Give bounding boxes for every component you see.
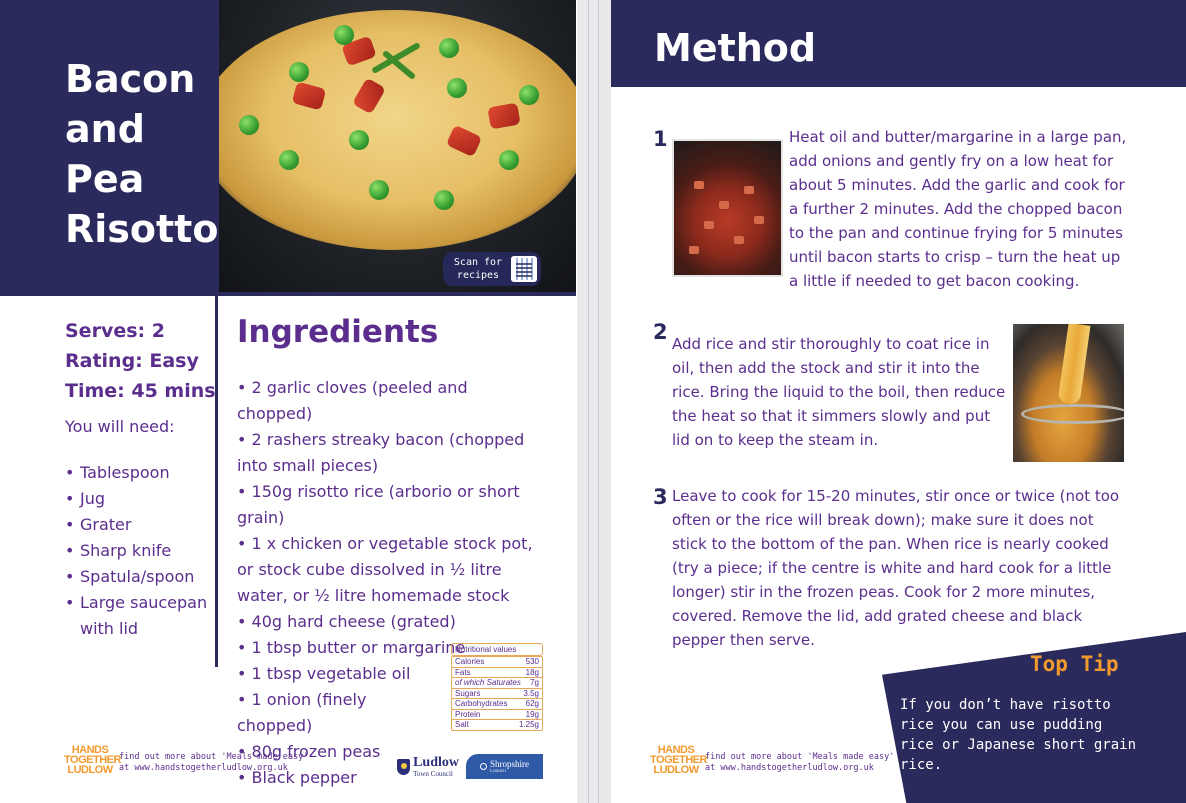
step-text: Heat oil and butter/margarine in a large pan, add onions and gently fry on a low heat for about 5 minutes. Add the garlic and cook for a further 2 minutes. Add the chopped bacon to the pan and continue frying for 5 minutes until bacon starts to crisp – turn the heat up a little if needed to get bacon cooking. [789, 128, 1127, 290]
nutrient-label: Sugars [455, 688, 481, 698]
equipment-label: You will need: [65, 417, 175, 436]
pea [499, 150, 519, 170]
list-item: • Jug [65, 486, 215, 512]
method-banner [611, 0, 1186, 87]
step-number: 2 [653, 320, 668, 344]
nutrient-value: 62g [525, 699, 539, 708]
pea [334, 25, 354, 45]
nutrition-table [451, 643, 543, 731]
list-item: • Grater [65, 512, 215, 538]
ludlow-name: Ludlow [413, 755, 459, 770]
logo-line: HANDS [657, 744, 695, 756]
nutrient-value: 7g [530, 678, 539, 687]
page-gutter [598, 0, 599, 803]
shropshire-council-logo [466, 754, 543, 779]
footer-info [119, 752, 308, 774]
step-text: Add rice and stir thoroughly to coat rice in oil, then add the stock and stir it into the rice. Bring the liquid to the boil, then reduce the heat so that it simmers slowly and put lid on to keep the steam in. [672, 335, 1006, 449]
table-row [451, 677, 543, 689]
method-title: Method [654, 26, 817, 70]
list-item: • 2 garlic cloves (peeled and chopped) [237, 375, 547, 427]
footer-info [705, 752, 894, 774]
step-number: 1 [653, 127, 668, 151]
qr-code-icon[interactable] [511, 256, 537, 282]
method-page [611, 0, 1186, 803]
list-item: • 2 rashers streaky bacon (chopped into small pieces) [237, 427, 547, 479]
page-gutter [588, 0, 589, 803]
list-item: • Sharp knife [65, 538, 215, 564]
hands-together-logo [64, 744, 121, 776]
pea [439, 38, 459, 58]
recipe-page [0, 0, 577, 803]
ingredients-heading: Ingredients [237, 314, 439, 350]
top-tip-title: Top Tip [1030, 652, 1119, 676]
footer-link[interactable]: at www.handstogetherludlow.org.uk [705, 763, 874, 773]
list-item: • 1 tbsp butter or margarine [237, 635, 547, 661]
list-item: • 80g frozen peas [237, 739, 442, 765]
logo-line: TOGETHER [650, 754, 707, 766]
list-item: • 1 x chicken or vegetable stock pot, or stock cube dissolved in ½ litre water, or ½ litre homemade stock [237, 531, 547, 609]
pea [349, 130, 369, 150]
nutrient-value: 1.25g [518, 720, 539, 729]
equipment-list [65, 460, 215, 642]
step-number: 3 [653, 485, 668, 509]
recipe-title: Bacon and Pea Risotto [65, 57, 219, 251]
nutrient-label: Carbohydrates [455, 699, 508, 708]
list-item: • 1 onion (finely chopped) [237, 687, 442, 739]
pea [519, 85, 539, 105]
list-item: • Spatula/spoon [65, 564, 215, 590]
ludlow-sub: Town Council [413, 770, 453, 778]
ludlow-council-logo [397, 755, 459, 779]
pea [239, 115, 259, 135]
shropshire-name: Shropshire [490, 758, 529, 769]
risotto-bowl [219, 10, 576, 250]
nutrient-value: 3.5g [523, 688, 539, 698]
logo-line: HANDS [71, 744, 109, 756]
list-item: • 1 tbsp vegetable oil [237, 661, 442, 687]
list-item: • Black pepper [237, 765, 442, 791]
top-tip-text: If you don’t have risotto rice you can use pudding rice or Japanese short grain rice. [900, 697, 1137, 773]
list-item: • 150g risotto rice (arborio or short grain) [237, 479, 547, 531]
footer-line: find out more about 'Meals made easy' [119, 752, 309, 762]
logo-line: LUDLOW [67, 764, 113, 776]
nutrition-heading: Nutritional values [451, 643, 543, 656]
nutrient-value: 19g [525, 709, 539, 719]
logo-line: LUDLOW [653, 764, 699, 776]
nutrient-value: 530 [525, 657, 539, 666]
pea [289, 62, 309, 82]
nutrient-label: of which Saturates [455, 678, 521, 687]
footer-line: find out more about 'Meals made easy' [705, 752, 895, 762]
pea [434, 190, 454, 210]
frying-bacon-photo [672, 139, 783, 277]
list-item: • 40g hard cheese (grated) [237, 609, 547, 635]
title-panel [0, 0, 219, 296]
nutrient-value: 18g [525, 667, 539, 677]
footer-link[interactable]: at www.handstogetherludlow.org.uk [119, 763, 288, 773]
table-row [451, 719, 543, 731]
step-text: Leave to cook for 15-20 minutes, stir once or twice (not too often or the rice will break down); make sure it does not stick to the bottom of the pan. When rice is nearly cooked (try a piece; if the centre is white and hard cook for a little longer) stir in the frozen peas. Cook for 2 more minutes, covered. Remove the lid, add grated cheese and black pepper then serve. [672, 487, 1120, 649]
pea [279, 150, 299, 170]
qr-badge[interactable] [443, 252, 541, 286]
logo-line: TOGETHER [64, 754, 121, 766]
recipe-facts [65, 316, 216, 406]
time-text: Time: 45 mins [65, 380, 216, 402]
shropshire-sub: Council [490, 768, 506, 774]
pouring-stock-photo [1013, 324, 1124, 462]
list-item: • Tablespoon [65, 460, 215, 486]
serves-text: Serves: 2 [65, 320, 165, 342]
pea [447, 78, 467, 98]
nutrient-label: Salt [455, 720, 469, 729]
crest-icon [397, 759, 410, 775]
nutrient-label: Protein [455, 709, 481, 719]
qr-label: Scan for recipes [453, 257, 503, 281]
nutrient-label: Calories [455, 657, 485, 666]
nutrient-label: Fats [455, 667, 471, 677]
table-row [451, 656, 543, 668]
list-item: • Large saucepan with lid [65, 590, 215, 642]
rating-text: Rating: Easy [65, 350, 199, 372]
photo-edge [219, 292, 576, 296]
pea [369, 180, 389, 200]
table-row [451, 698, 543, 710]
hands-together-logo [650, 744, 707, 776]
shropshire-mark-icon [480, 763, 487, 770]
